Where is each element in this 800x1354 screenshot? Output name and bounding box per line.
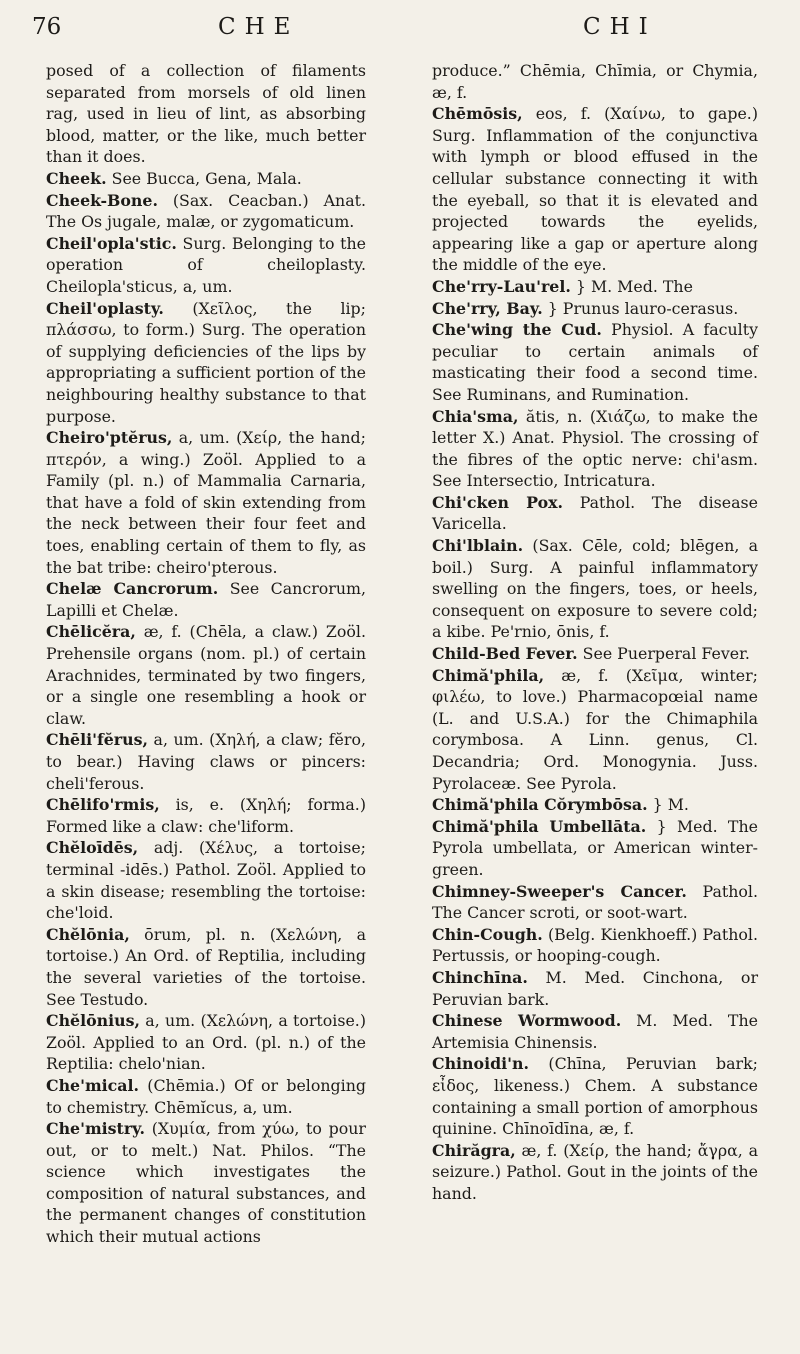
left-column (46, 60, 366, 1248)
headword: Chēmōsis, (432, 104, 523, 124)
entry-text: See Puerperal Fever. (577, 644, 750, 664)
entry-text: (Sax. Cēle, cold; blēgen, a boil.) Surg. A painful inflammatory swelling on the fingers, toes, or heels, consequent on exposure to severe cold; a kibe. Pe'rnio, ōnis, f. (432, 536, 758, 642)
dictionary-entry (432, 794, 758, 816)
entry-text: } M. Med. The (570, 276, 693, 296)
dictionary-entry (46, 298, 366, 428)
entry-text: (Chēmia.) Of or belonging to chemistry. Chēmĭcus, a, um. (46, 1075, 366, 1117)
dictionary-entry (432, 816, 758, 881)
entry-text: a, um. (Χηλή, a claw; fĕro, to bear.) Having claws or pincers: cheli'ferous. (46, 730, 366, 793)
entry-text: adj. (Χέλυς, a tortoise; terminal -idēs.) Pathol. Zoöl. Applied to a skin disease; resembling the tortoise: che'loid. (46, 838, 366, 923)
entry-text: } Med. The Pyrola umbellata, or American winter-green. (432, 816, 758, 879)
headword: Che'rry, Bay. (432, 298, 543, 318)
entry-text: Surg. Belonging to the operation of cheiloplasty. Cheilopla'sticus, a, um. (46, 233, 366, 296)
headword: Che'mical. (46, 1075, 140, 1095)
headword: Che'wing the Cud. (432, 320, 602, 340)
headword: Chi'cken Pox. (432, 492, 564, 512)
dictionary-entry (46, 924, 366, 1010)
entry-text: eos, f. (Χαίνω, to gape.) Surg. Inflammation of the conjunctiva with lymph or blood effused in the cellular substance connecting it with the eyeball, so that it is elevated and projected towards the eyelids, appearing like a gap or aperture along the middle of the eye. (432, 104, 758, 275)
running-head-left: CHE (218, 14, 300, 40)
headword: Chimă'phila Umbellāta. (432, 816, 647, 836)
entry-text: ōrum, pl. n. (Χελώνη, a tortoise.) An Ord. of Reptilia, including the several varieties of the tortoise. See Testudo. (46, 924, 366, 1009)
headword: Cheek. (46, 168, 107, 188)
entry-text: æ, f. (Χείρ, the hand; ἄγρα, a seizure.) Pathol. Gout in the joints of the hand. (432, 1140, 758, 1203)
entry-text: (Sax. Ceacban.) Anat. The Os jugale, malæ, or zygomaticum. (46, 190, 366, 232)
headword: Chēli'fĕrus, (46, 730, 148, 750)
headword: Chĕlōnia, (46, 924, 130, 944)
entry-text: is, e. (Χηλή; forma.) Formed like a claw: che'liform. (46, 795, 366, 836)
dictionary-entry (432, 665, 758, 795)
dictionary-entry (432, 1053, 758, 1139)
entry-text: See Cancrorum, Lapilli et Chelæ. (46, 579, 366, 620)
entry-text: a, um. (Χελώνη, a tortoise.) Zoöl. Applied to an Ord. (pl. n.) of the Reptilia: chelo'nian. (46, 1011, 366, 1074)
headword: Chimă'phila, (432, 665, 545, 685)
entry-text: M. Med. Cinchona, or Peruvian bark. (432, 967, 758, 1009)
dictionary-entry (46, 1118, 366, 1248)
headword: Chirăgra, (432, 1140, 516, 1160)
entry-text: (Belg. Kienkhoeff.) Pathol. Pertussis, or hooping-cough. (432, 924, 758, 966)
entry-text: Physiol. A faculty peculiar to certain animals of masticating their food a second time. See Ruminans, and Rumination. (432, 320, 758, 404)
dictionary-entry (432, 1140, 758, 1205)
entry-continuation (432, 60, 758, 103)
page-header (0, 14, 800, 54)
headword: Chimă'phila Cŏrymbōsa. (432, 795, 648, 815)
headword: Chia'sma, (432, 406, 519, 426)
entry-text: } M. (647, 795, 689, 815)
dictionary-entry (46, 190, 366, 233)
dictionary-entry (46, 794, 366, 837)
entry-text: a, um. (Χείρ, the hand; πτερόν, a wing.) Zoöl. Applied to a Family (pl. n.) of Mammalia Carnaria, that have a fold of skin extending from the neck between their four feet and toes, enabling certain of them to fly, as the bat tribe: cheiro'pterous. (46, 428, 366, 577)
headword: Chēlifo'rmis, (46, 795, 160, 815)
dictionary-entry (432, 1010, 758, 1053)
entry-text: M. Med. The Artemisia Chinensis. (432, 1011, 758, 1052)
dictionary-entry (432, 298, 758, 320)
dictionary-entry (46, 837, 366, 923)
headword: Cheek-Bone. (46, 190, 158, 210)
headword: Chimney-Sweeper's Cancer. (432, 881, 687, 901)
headword: Child-Bed Fever. (432, 644, 578, 664)
dictionary-entry (432, 276, 758, 298)
dictionary-entry (432, 535, 758, 643)
headword: Chĕlōnius, (46, 1011, 141, 1031)
running-head-right: CHI (583, 14, 657, 40)
entry-text: produce.” Chēmia, Chīmia, or Chymia, æ, f. (432, 61, 758, 102)
dictionary-entry (46, 427, 366, 578)
headword: Chin-Cough. (432, 924, 543, 944)
headword: Cheil'oplasty. (46, 298, 164, 318)
entry-text: (Χεῖλος, the lip; πλάσσω, to form.) Surg. The operation of supplying deficiencies of the lips by appropriating a sufficient portion of the neighbouring healthy substance to that purpose. (46, 298, 366, 426)
dictionary-entry (46, 729, 366, 794)
headword: Chĕloīdēs, (46, 838, 139, 858)
dictionary-entry (46, 578, 366, 621)
dictionary-entry (432, 881, 758, 924)
page-number: 76 (32, 14, 62, 40)
entry-text: Pathol. The Cancer scroti, or soot-wart. (432, 881, 759, 923)
dictionary-entry (46, 1010, 366, 1075)
headword: Che'rry-Lau'rel. (432, 276, 571, 296)
dictionary-entry (432, 406, 758, 492)
entry-text: (Χυμία, from χύω, to pour out, or to melt.) Nat. Philos. “The science which investigates the composition of natural substances, and the permanent changes of constitution which their mutual actions (46, 1119, 366, 1247)
dictionary-entry (432, 103, 758, 276)
entry-text: Pathol. The disease Varicella. (432, 492, 759, 534)
headword: Chēlicĕra, (46, 622, 136, 642)
dictionary-entry (46, 1075, 366, 1118)
entry-text: See Bucca, Gena, Mala. (106, 168, 302, 188)
headword: Cheiro'ptĕrus, (46, 428, 173, 448)
headword: Chinoidi'n. (432, 1054, 529, 1074)
headword: Chinchīna. (432, 967, 528, 987)
dictionary-entry (46, 233, 366, 298)
headword: Chelæ Cancrorum. (46, 579, 219, 599)
headword: Che'mistry. (46, 1119, 146, 1139)
entry-text: æ, f. (Χεῖμα, winter; φιλέω, to love.) Pharmacopœial name (L. and U.S.A.) for the Chimaphila corymbosa. A Linn. genus, Cl. Decandria; Ord. Monogynia. Juss. Pyrolaceæ. See Pyrola. (432, 665, 758, 793)
entry-text: posed of a collection of filaments separated from morsels of old linen rag, used in lieu of lint, as absorbing blood, matter, or the like, much better than it does. (46, 61, 366, 167)
right-column (432, 60, 758, 1204)
dictionary-entry (432, 492, 758, 535)
headword: Cheil'opla'stic. (46, 233, 177, 253)
headword: Chinese Wormwood. (432, 1011, 622, 1031)
dictionary-entry (432, 643, 758, 665)
headword: Chi'lblain. (432, 536, 524, 556)
entry-text: æ, f. (Chēla, a claw.) Zoöl. Prehensile organs (nom. pl.) of certain Arachnides, terminated by two fingers, or a single one resembling a hook or claw. (46, 622, 366, 728)
entry-text: ătis, n. (Χιάζω, to make the letter X.) Anat. Physiol. The crossing of the fibres of the optic nerve: chi'asm. See Intersectio, Intricatura. (432, 406, 758, 491)
dictionary-entry (46, 621, 366, 729)
dictionary-entry (432, 924, 758, 967)
entry-text: (Chīna, Peruvian bark; εἶδος, likeness.) Chem. A substance containing a small portion of amorphous quinine. Chīnoīdīna, æ, f. (432, 1054, 758, 1139)
entry-continuation (46, 60, 366, 168)
dictionary-entry (432, 319, 758, 405)
dictionary-entry (46, 168, 366, 190)
entry-text: } Prunus lauro-cerasus. (542, 298, 739, 318)
dictionary-entry (432, 967, 758, 1010)
